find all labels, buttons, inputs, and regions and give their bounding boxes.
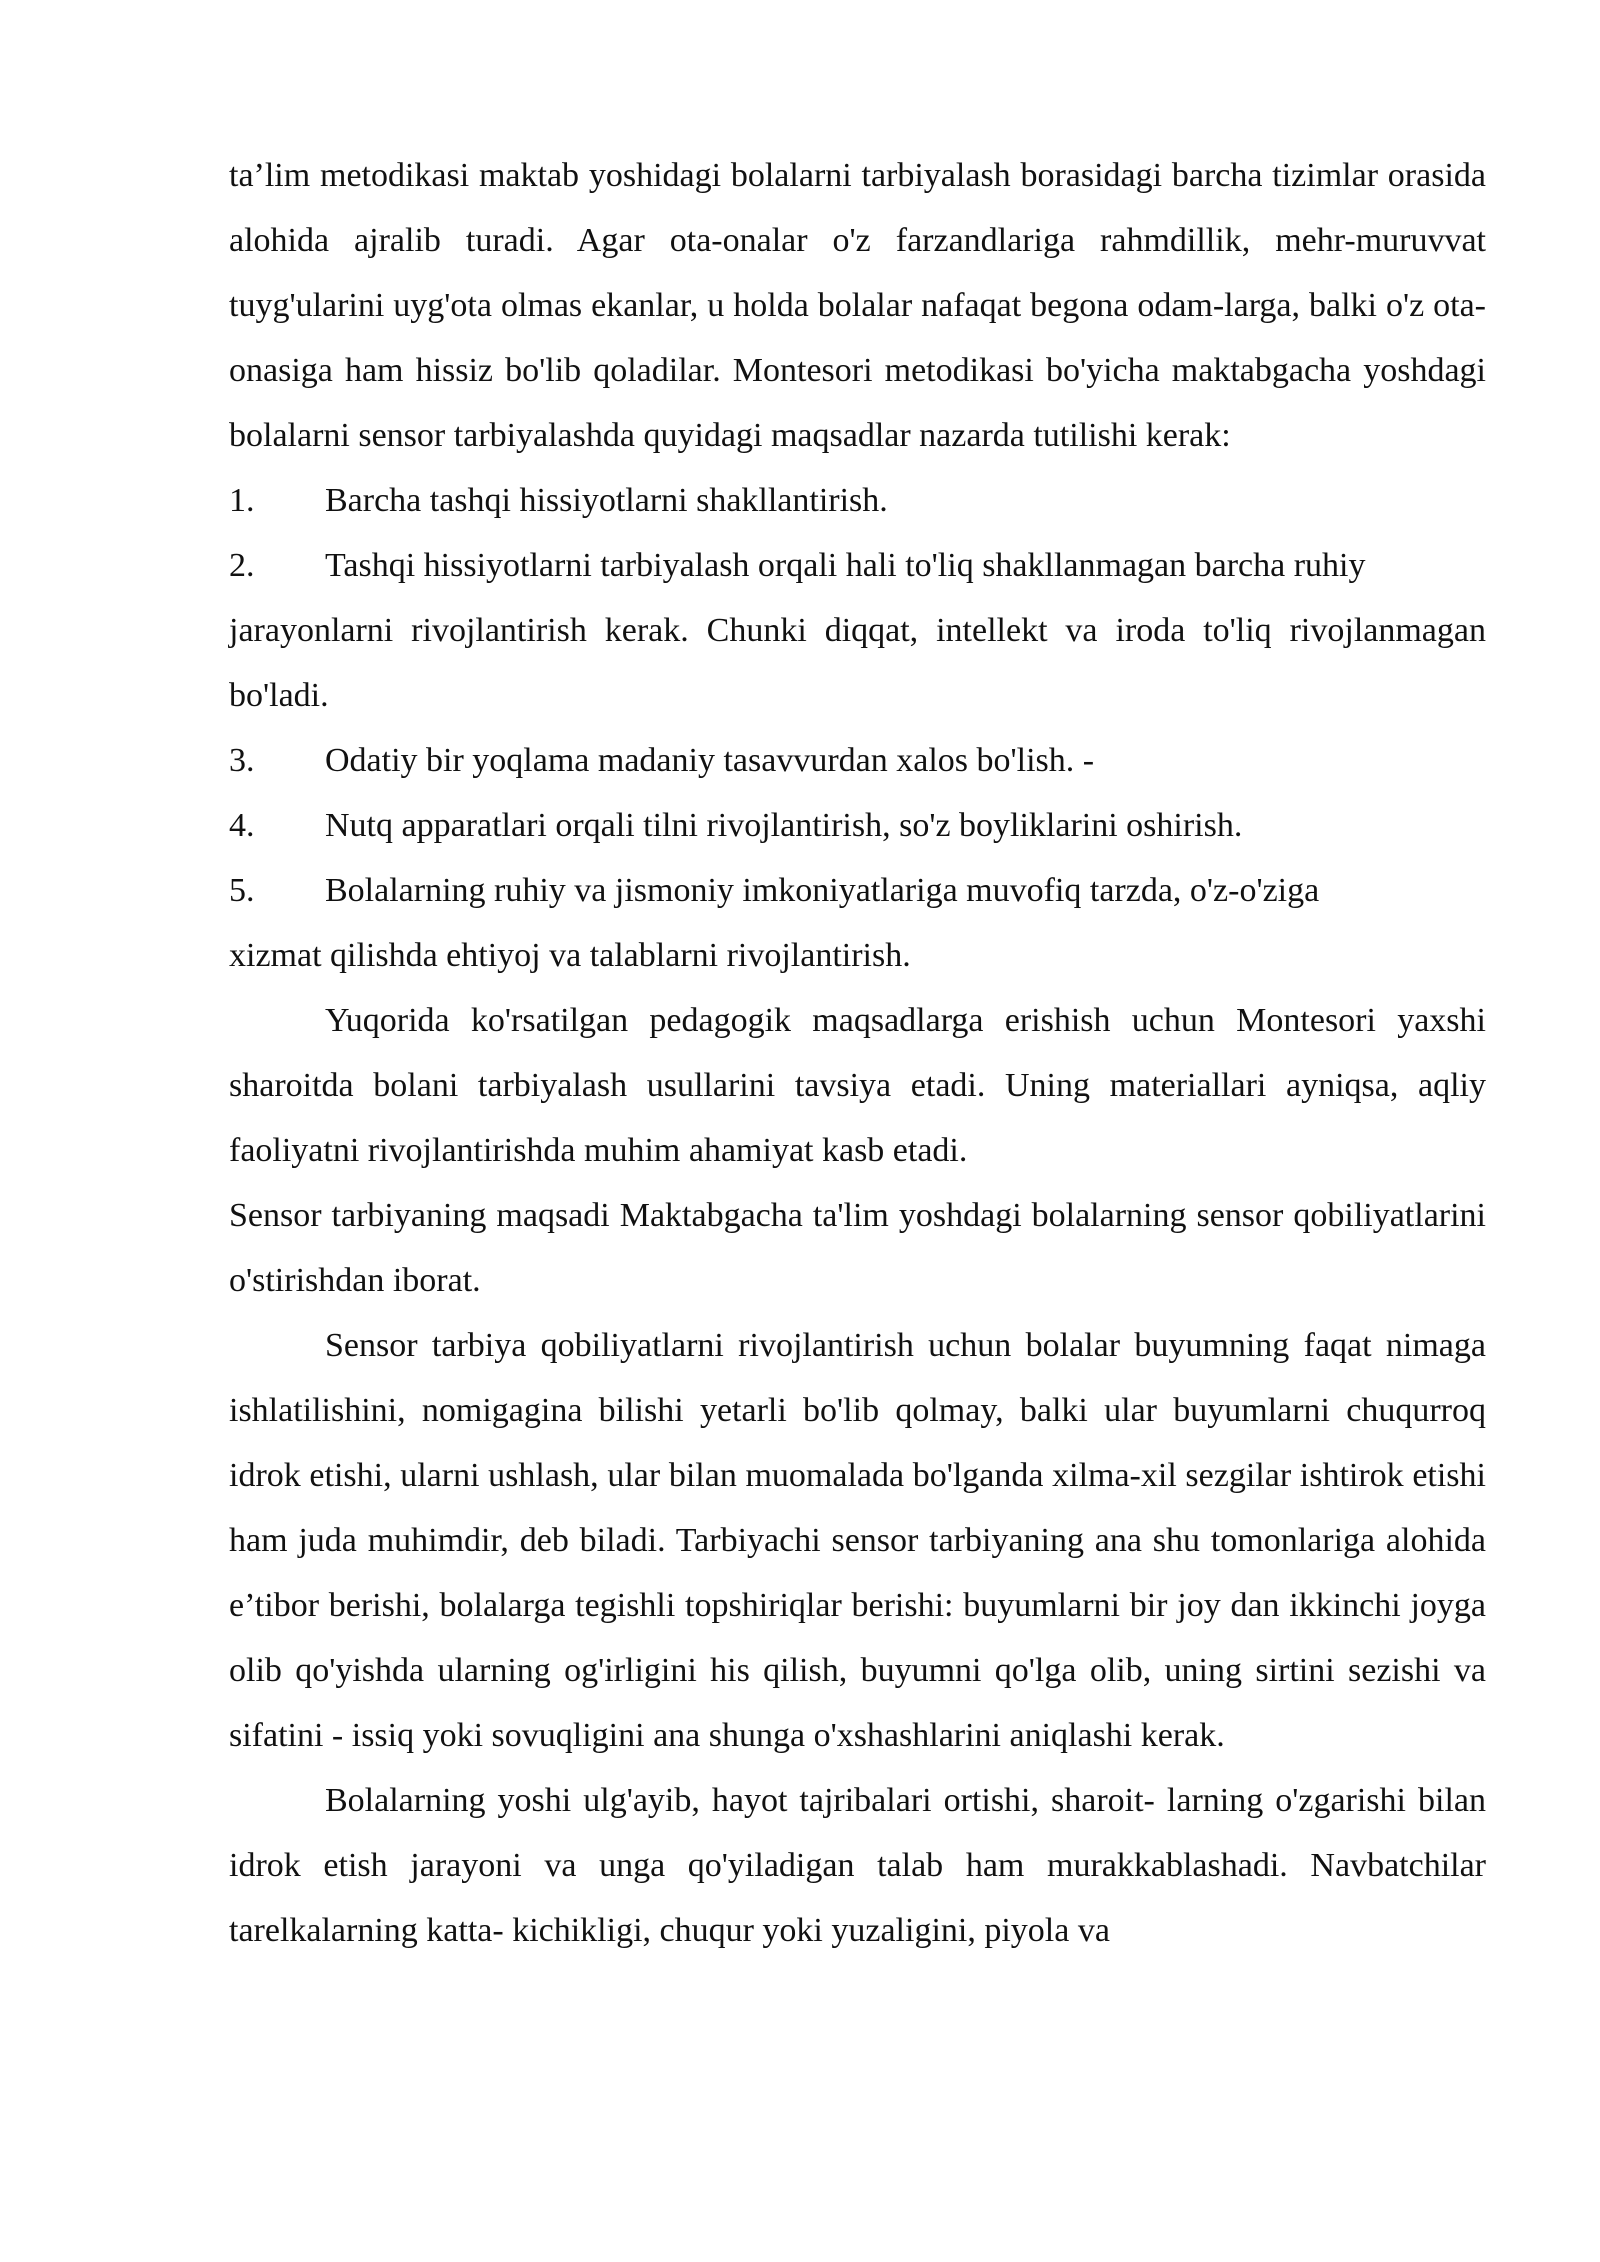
- list-item-2-continuation: jarayonlarni rivojlantirish kerak. Chunki diqqat, intellekt va iroda to'liq rivojlanmagan bo'ladi.: [229, 612, 1486, 714]
- list-item-5-continuation: xizmat qilishda ehtiyoj va talablarni rivojlantirish.: [229, 937, 911, 974]
- paragraph-goals: Yuqorida ko'rsatilgan pedagogik maqsadlarga erishish uchun Montesori yaxshi sharoitda bolani tarbiyalash usullarini tavsiya etadi. Uning materiallari ayniqsa, aqliy faoliyatni rivojlantirishda muhim ahamiyat kasb etadi.: [229, 1002, 1486, 1169]
- list-item-text: Tashqi hissiyotlarni tarbiyalash orqali hali to'liq shakllanmagan barcha ruhiy: [325, 547, 1366, 584]
- list-number: 3.: [229, 742, 255, 779]
- list-item-2: [229, 533, 1486, 598]
- list-item-text: Bolalarning ruhiy va jismoniy imkoniyatlariga muvofiq tarzda, o'z-o'ziga: [325, 872, 1320, 909]
- list-item-text: Odatiy bir yoqlama madaniy tasavvurdan xalos bo'lish. -: [325, 742, 1095, 779]
- list-number: 1.: [229, 482, 255, 519]
- list-item-text: Barcha tashqi hissiyotlarni shakllantirish.: [325, 482, 888, 519]
- paragraph-sensor-abilities: Sensor tarbiya qobiliyatlarni rivojlantirish uchun bolalar buyumning faqat nimaga ishlatilishini, nomigagina bilishi yetarli bo'lib qolmay, balki ular buyumlarni chuqurroq idrok etishi, ularni ushlash, ular bilan muomalada bo'lganda xilma-xil sezgilar ishtirok etishi ham juda muhimdir, deb biladi. Tarbiyachi sensor tarbiyaning ana shu tomonlariga alohida e’tibor berishi, bolalarga tegishli topshiriqlar berishi: buyumlarni bir joy dan ikkinchi joyga olib qo'yishda ularning og'irligini his qilish, buyumni qo'lga olib, uning sirtini sezishi va sifatini - issiq yoki sovuqligini ana shunga o'xshashlarini aniqlashi kerak.: [229, 1327, 1486, 1754]
- list-number: 5.: [229, 872, 255, 909]
- list-item-5: [229, 858, 1486, 923]
- paragraph-intro: ta’lim metodikasi maktab yoshidagi bolalarni tarbiyalash borasidagi barcha tizimlar orasida alohida ajralib turadi. Agar ota-onalar o'z farzandlariga rahmdillik, mehr-muruvvat tuyg'ularini uyg'ota olmas ekanlar, u holda bolalar nafaqat begona odam-larga, balki o'z ota-onasiga ham hissiz bo'lib qoladilar. Montesori metodikasi bo'yicha maktabgacha yoshdagi bolalarni sensor tarbiyalashda quyidagi maqsadlar nazarda tutilishi kerak:: [229, 157, 1486, 454]
- list-item-4: [229, 793, 1486, 858]
- list-item-1: [229, 468, 1486, 533]
- list-item-text: Nutq apparatlari orqali tilni rivojlantirish, so'z boyliklarini oshirish.: [325, 807, 1243, 844]
- list-number: 2.: [229, 547, 255, 584]
- list-number: 4.: [229, 807, 255, 844]
- paragraph-sensor-aim: Sensor tarbiyaning maqsadi Maktabgacha ta'lim yoshdagi bolalarning sensor qobiliyatlarini o'stirishdan iborat.: [229, 1197, 1486, 1299]
- paragraph-perception: Bolalarning yoshi ulg'ayib, hayot tajribalari ortishi, sharoit- larning o'zgarishi bilan idrok etish jarayoni va unga qo'yiladigan talab ham murakkablashadi. Navbatchilar tarelkalarning katta- kichikligi, chuqur yoki yuzaligini, piyola va: [229, 1782, 1486, 1949]
- document-page: [229, 143, 1486, 1963]
- list-item-3: [229, 728, 1486, 793]
